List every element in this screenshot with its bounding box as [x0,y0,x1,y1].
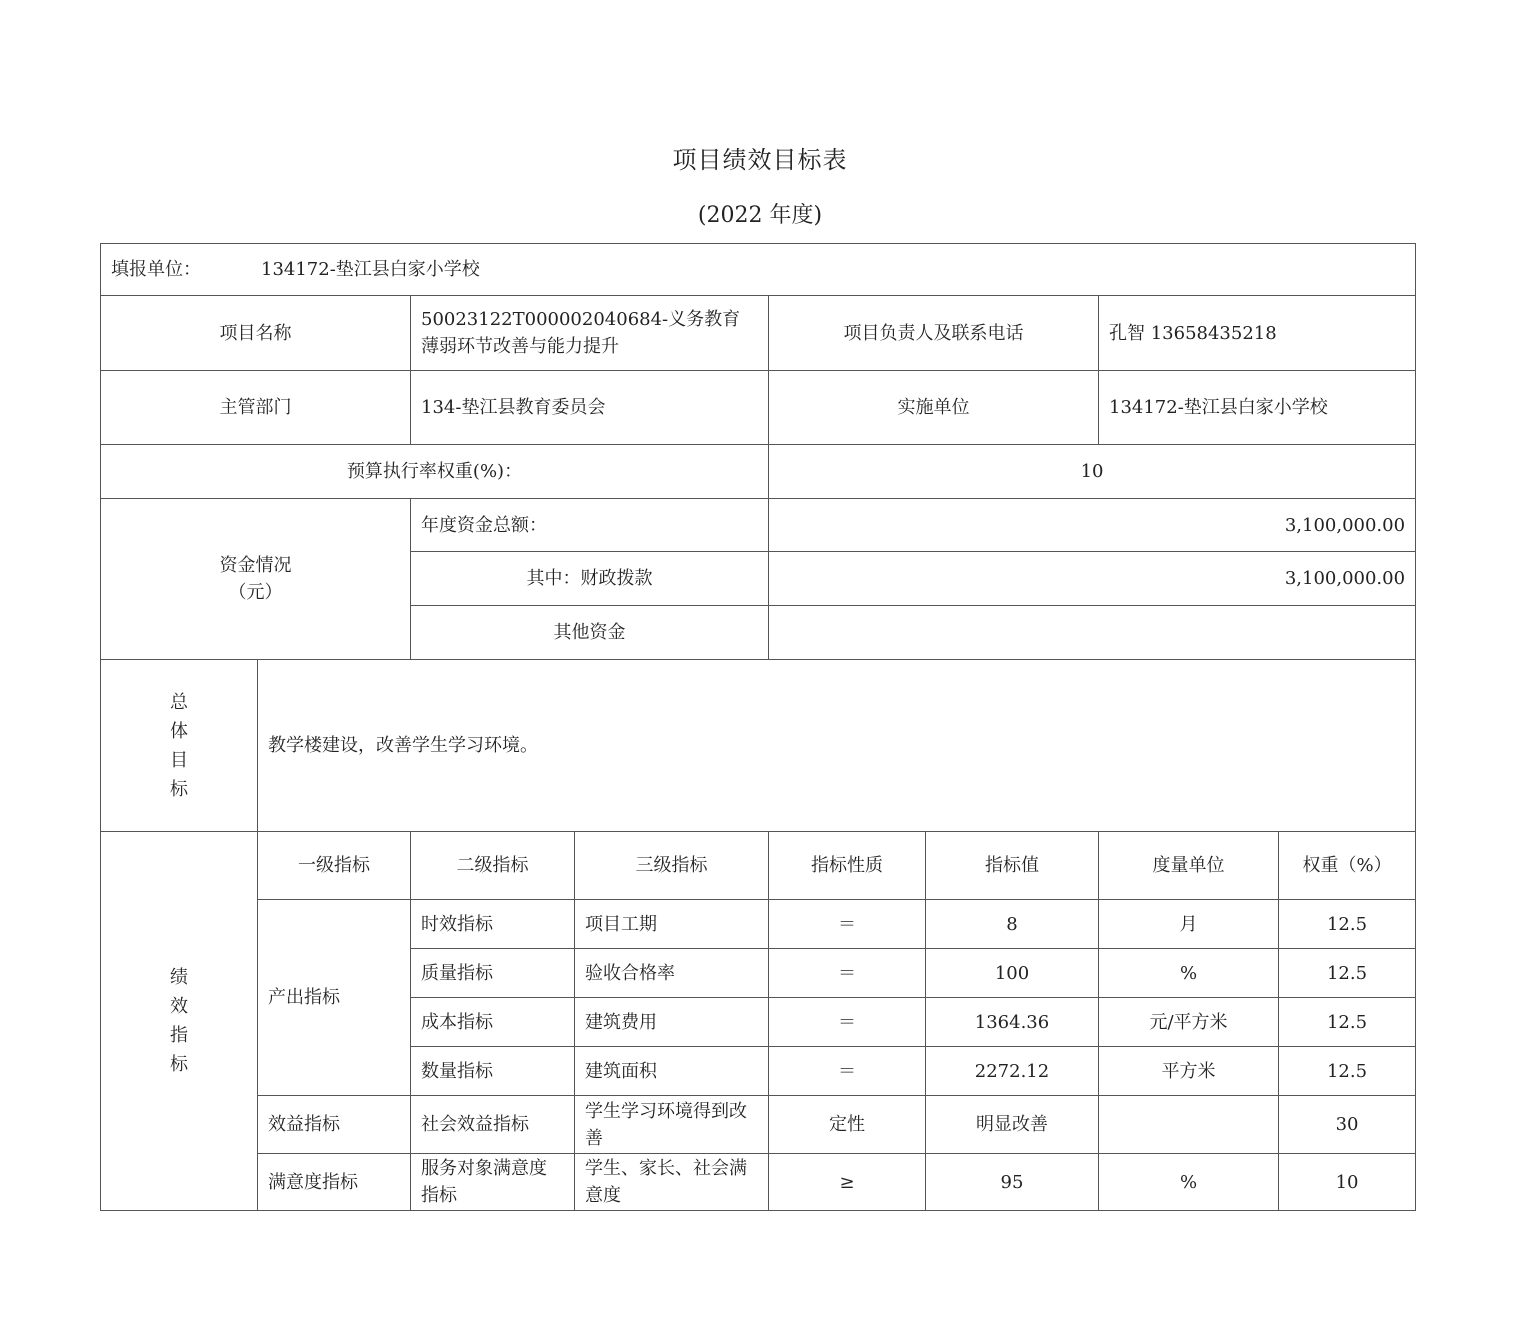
header-nature: 指标性质 [769,832,926,900]
nature-cell: ＝ [769,949,926,998]
funds-fiscal-value: 3,100,000.00 [769,552,1416,606]
weight-cell: 10 [1279,1154,1416,1211]
funds-label-line2: （元） [228,582,283,603]
performance-target-table [100,243,1416,1211]
nature-cell: 定性 [769,1096,926,1154]
level3-cell: 项目工期 [575,900,769,949]
filing-unit-label: 填报单位： [111,259,201,280]
funds-other-label: 其他资金 [411,606,769,660]
implementing-unit-label: 实施单位 [769,371,1099,445]
funds-total-value: 3,100,000.00 [769,499,1416,552]
indicators-label-char: 绩 [170,967,188,988]
value-cell: 8 [926,900,1099,949]
table-row [101,1154,1416,1211]
page-title: 项目绩效目标表 [672,146,848,174]
funds-other-value [769,606,1416,660]
unit-cell: 元/平方米 [1099,998,1279,1047]
unit-cell: 平方米 [1099,1047,1279,1096]
filing-unit-cell [101,244,1416,296]
level3-cell: 学生、家长、社会满意度 [575,1154,769,1211]
value-cell: 95 [926,1154,1099,1211]
level3-cell: 验收合格率 [575,949,769,998]
filing-unit-value: 134172-垫江县白家小学校 [261,259,480,280]
level2-cell: 数量指标 [411,1047,575,1096]
weight-cell: 12.5 [1279,900,1416,949]
budget-weight-label: 预算执行率权重(%)： [101,445,769,499]
unit-cell: % [1099,1154,1279,1211]
value-cell: 明显改善 [926,1096,1099,1154]
weight-cell: 30 [1279,1096,1416,1154]
nature-cell: ＝ [769,998,926,1047]
project-name-row [101,296,1416,371]
value-cell: 2272.12 [926,1047,1099,1096]
header-value: 指标值 [926,832,1099,900]
value-cell: 1364.36 [926,998,1099,1047]
level3-cell: 建筑面积 [575,1047,769,1096]
level3-cell: 建筑费用 [575,998,769,1047]
output-level1-cell: 产出指标 [258,900,411,1096]
goal-label-char: 标 [170,778,188,800]
budget-weight-value: 10 [769,445,1416,499]
level2-cell: 成本指标 [411,998,575,1047]
unit-cell [1099,1096,1279,1154]
funds-label-line1: 资金情况 [219,555,292,576]
department-row [101,371,1416,445]
goal-label-char: 目 [170,749,188,771]
weight-cell: 12.5 [1279,1047,1416,1096]
project-name-value: 50023122T000002040684-义务教育薄弱环节改善与能力提升 [411,296,769,371]
header-level2: 二级指标 [411,832,575,900]
goal-label-char: 体 [170,720,188,742]
indicators-label-char: 效 [170,996,188,1017]
unit-cell: % [1099,949,1279,998]
level3-cell: 学生学习环境得到改善 [575,1096,769,1154]
level2-cell: 服务对象满意度指标 [411,1154,575,1211]
funds-total-label: 年度资金总额： [411,499,769,552]
header-weight: 权重（%） [1279,832,1416,900]
header-level1: 一级指标 [258,832,411,900]
goal-label-char: 总 [170,691,188,713]
indicators-label [101,832,258,1211]
benefit-level1-cell: 效益指标 [258,1096,411,1154]
table-row [101,900,1416,949]
project-name-label: 项目名称 [101,296,411,371]
nature-cell: ＝ [769,900,926,949]
department-label: 主管部门 [101,371,411,445]
overall-goal-text: 教学楼建设，改善学生学习环境。 [258,660,1416,832]
project-owner-label: 项目负责人及联系电话 [769,296,1099,371]
funds-fiscal-label: 其中：财政拨款 [411,552,769,606]
table-row [101,1096,1416,1154]
weight-cell: 12.5 [1279,998,1416,1047]
indicators-label-char: 指 [170,1025,188,1046]
implementing-unit-value: 134172-垫江县白家小学校 [1099,371,1416,445]
header-level3: 三级指标 [575,832,769,900]
filing-unit-row [101,244,1416,296]
funds-label [101,499,411,660]
project-owner-value: 孔智 13658435218 [1099,296,1416,371]
nature-cell: ＝ [769,1047,926,1096]
header-unit: 度量单位 [1099,832,1279,900]
value-cell: 100 [926,949,1099,998]
department-value: 134-垫江县教育委员会 [411,371,769,445]
level2-cell: 社会效益指标 [411,1096,575,1154]
page-subtitle: (2022 年度) [697,203,823,228]
funds-total-row [101,499,1416,552]
budget-weight-row [101,445,1416,499]
indicator-header-row [101,832,1416,900]
indicators-label-char: 标 [170,1054,188,1075]
unit-cell: 月 [1099,900,1279,949]
satisfaction-level1-cell: 满意度指标 [258,1154,411,1211]
level2-cell: 质量指标 [411,949,575,998]
nature-cell: ≥ [769,1154,926,1211]
level2-cell: 时效指标 [411,900,575,949]
overall-goal-row [101,660,1416,832]
weight-cell: 12.5 [1279,949,1416,998]
overall-goal-label [101,660,258,832]
